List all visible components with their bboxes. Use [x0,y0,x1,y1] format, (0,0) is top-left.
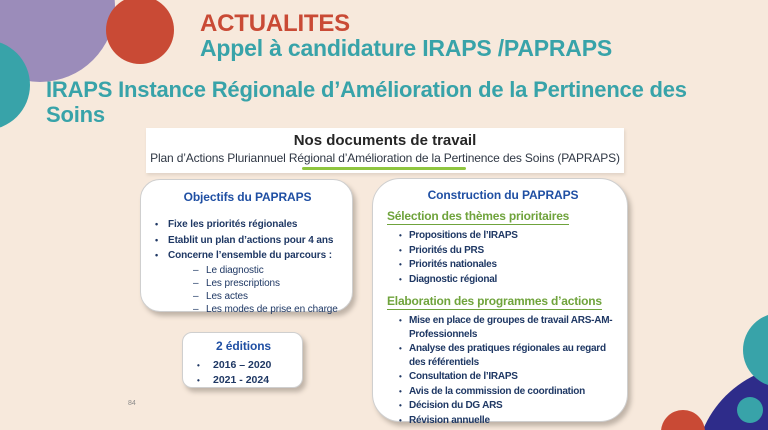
bullet-icon: • [399,274,402,284]
editions-box [182,332,303,388]
bullet-icon: • [399,344,402,353]
elaboration-list [399,314,619,427]
bullet-icon: • [399,231,402,240]
list-item: • Priorités du PRS [399,244,484,256]
list-item: • Décision du DG ARS [399,400,503,411]
bullet-icon: • [197,361,200,370]
bullet-icon: • [155,234,159,245]
list-item: • Avis de la commission de coordination [399,385,585,397]
decor-circle-red-top [106,0,174,64]
slide-title: Appel à candidature IRAPS /PAPRAPS [200,35,612,61]
dash-icon: – [193,303,199,315]
list-item: • Propositions de l’IRAPS [399,230,518,241]
list-item: – Le diagnostic [193,264,264,276]
objectives-panel [140,179,353,315]
section-heading-elaboration: Elaboration des programmes d’actions [387,294,602,308]
selection-list [399,229,619,286]
bullet-icon: • [399,386,402,396]
dash-icon: – [193,290,199,302]
bullet-icon: • [399,415,402,425]
list-item: – Les actes [193,290,248,302]
editions-title: 2 éditions [215,339,271,353]
bullet-icon: • [155,250,159,260]
list-item: • 2016 – 2020 [197,359,272,371]
list-item: • Analyse des pratiques régionales au regard des référentiels [399,343,606,368]
list-item: • Fixe les priorités régionales [155,219,298,230]
page-number: 84 [128,400,136,407]
list-item: • 2021 - 2024 [197,374,270,386]
bullet-icon: • [399,316,402,325]
dash-icon: – [193,277,199,289]
objectives-title: Objectifs du PAPRAPS [183,190,312,204]
list-item: – Les modes de prise en charge [193,303,338,315]
list-item: • Révision annuelle [399,414,490,426]
list-item: • Diagnostic régional [399,273,498,285]
slide-kicker: ACTUALITES [200,10,350,37]
construction-panel [372,178,628,426]
section-heading-selection: Sélection des thèmes prioritaires [387,209,570,223]
bullet-icon: • [399,401,402,410]
editions-list [189,358,298,388]
list-item: • Mise en place de groupes de travail ARS-AM-Professionnels [399,315,613,340]
banner-title: Nos documents de travail [293,132,477,149]
objectives-sub-list [155,265,344,317]
decor-circle-teal-small [737,397,763,423]
decor-circle-teal-right [743,313,768,387]
list-item: • Etablit un plan d’actions pour 4 ans [155,234,334,246]
bullet-icon: • [155,219,159,229]
slide-heading: IRAPS Instance Régionale d’Amélioration de la Pertinence des Soins [46,77,687,127]
list-item: – Les prescriptions [193,277,280,289]
list-item: • Consultation de l’IRAPS [399,371,518,382]
bullet-icon: • [399,372,402,381]
dash-icon: – [193,264,199,276]
list-item: • Concerne l’ensemble du parcours : [155,250,332,261]
decor-circle-red-bottom [661,410,705,430]
construction-title: Construction du PAPRAPS [427,188,579,202]
green-underline-bar [302,167,466,170]
bullet-icon: • [399,245,402,255]
list-item: • Priorités nationales [399,259,497,270]
banner-subtitle: Plan d’Actions Pluriannuel Régional d’Amélioration de la Pertinence des Soins (PAPRAPS) [150,151,620,165]
bullet-icon: • [197,376,200,385]
objectives-list [151,218,344,316]
bullet-icon: • [399,260,402,269]
